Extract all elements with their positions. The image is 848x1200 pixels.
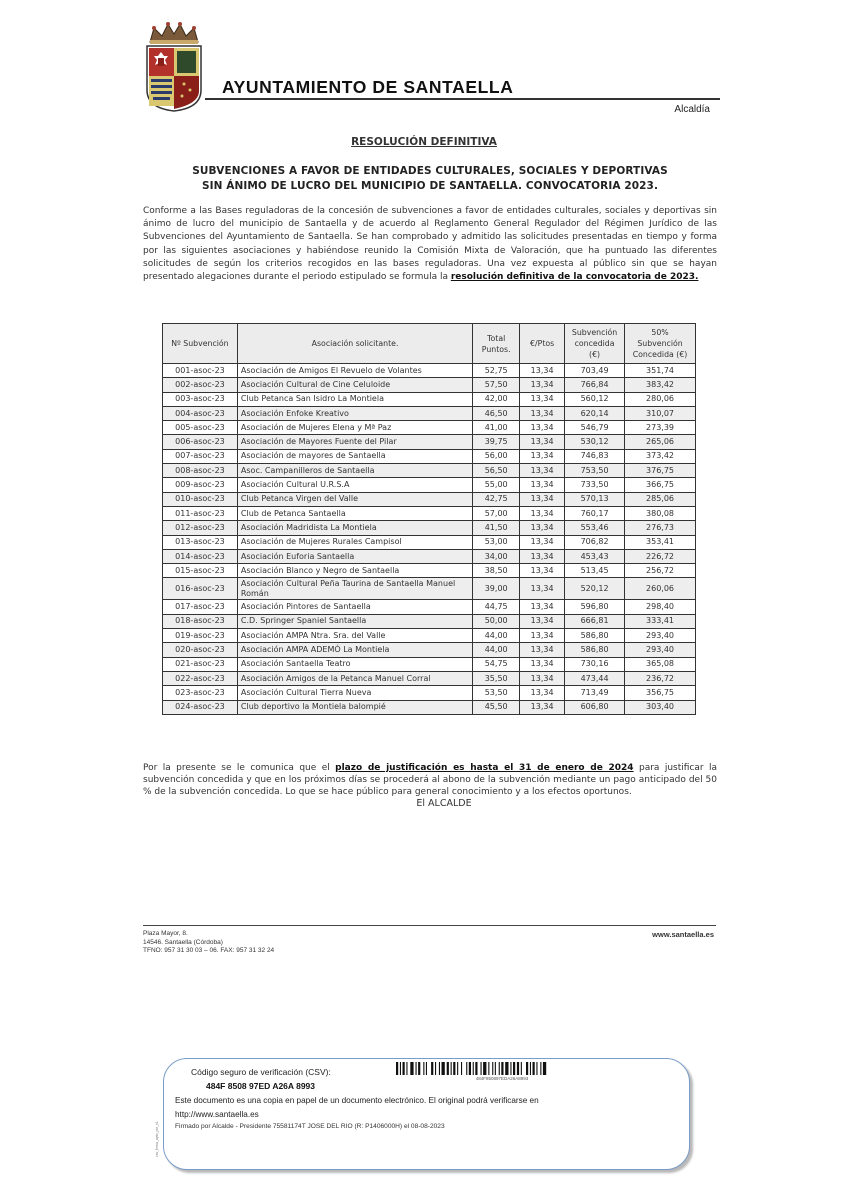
euro-per-point-cell: 13,34 [520, 535, 565, 549]
granted-amount-cell: 706,82 [565, 535, 625, 549]
granted-amount-cell: 513,45 [565, 564, 625, 578]
table-row [163, 600, 696, 614]
table-row [163, 578, 696, 600]
total-points-cell: 41,50 [473, 521, 520, 535]
grant-number-cell: 023-asoc-23 [163, 686, 238, 700]
signer-title: El ALCALDE [416, 798, 472, 809]
granted-amount-cell: 766,84 [565, 378, 625, 392]
total-points-cell: 34,00 [473, 549, 520, 563]
euro-per-point-cell: 13,34 [520, 521, 565, 535]
half-granted-cell: 373,42 [625, 449, 696, 463]
grant-number-cell: 024-asoc-23 [163, 700, 238, 714]
grant-number-cell: 010-asoc-23 [163, 492, 238, 506]
half-granted-cell: 303,40 [625, 700, 696, 714]
half-granted-cell: 356,75 [625, 686, 696, 700]
coat-of-arms-logo [144, 20, 202, 112]
granted-amount-cell: 570,13 [565, 492, 625, 506]
intro-emphasis: resolución definitiva de la convocatoria de 2023. [450, 272, 699, 283]
half-granted-cell: 380,08 [625, 506, 696, 520]
total-points-cell: 57,50 [473, 378, 520, 392]
table-row [163, 564, 696, 578]
verification-note [175, 1094, 539, 1121]
euro-per-point-cell: 13,34 [520, 600, 565, 614]
grant-number-cell: 015-asoc-23 [163, 564, 238, 578]
half-granted-cell: 285,06 [625, 492, 696, 506]
association-name-cell: Club de Petanca Santaella [237, 506, 472, 520]
total-points-cell: 55,00 [473, 478, 520, 492]
half-granted-cell: 376,75 [625, 464, 696, 478]
association-name-cell: Club deportivo la Montiela balompié [237, 700, 472, 714]
table-row [163, 378, 696, 392]
grant-number-cell: 001-asoc-23 [163, 364, 238, 378]
half-granted-cell: 298,40 [625, 600, 696, 614]
granted-amount-cell: 620,14 [565, 406, 625, 420]
total-points-cell: 41,00 [473, 421, 520, 435]
grant-number-cell: 013-asoc-23 [163, 535, 238, 549]
closing-deadline: plazo de justificación es hasta el 31 de enero de 2024 [335, 763, 634, 773]
grant-number-cell: 018-asoc-23 [163, 614, 238, 628]
association-name-cell: Asociación Cultural Peña Taurina de Santaella Manuel Román [237, 578, 472, 600]
grant-number-cell: 014-asoc-23 [163, 549, 238, 563]
grant-number-cell: 016-asoc-23 [163, 578, 238, 600]
grant-number-cell: 017-asoc-23 [163, 600, 238, 614]
euro-per-point-cell: 13,34 [520, 364, 565, 378]
table-row [163, 657, 696, 671]
table-row [163, 629, 696, 643]
table-row [163, 643, 696, 657]
granted-amount-cell: 733,50 [565, 478, 625, 492]
grant-number-cell: 007-asoc-23 [163, 449, 238, 463]
association-name-cell: Asociación AMPA ADEMÓ La Montiela [237, 643, 472, 657]
half-granted-cell: 365,08 [625, 657, 696, 671]
granted-amount-cell: 596,80 [565, 600, 625, 614]
association-name-cell: Asociación Blanco y Negro de Santaella [237, 564, 472, 578]
footer-website-link[interactable]: www.santaella.es [652, 930, 714, 939]
association-name-cell: Asociación Euforia Santaella [237, 549, 472, 563]
half-granted-cell: 265,06 [625, 435, 696, 449]
euro-per-point-cell: 13,34 [520, 564, 565, 578]
half-granted-cell: 383,42 [625, 378, 696, 392]
table-row [163, 492, 696, 506]
signature-info: Firmado por Alcalde - Presidente 75581174T JOSE DEL RIO (R: P1406000H) el 08-08-2023 [175, 1123, 445, 1130]
table-row [163, 686, 696, 700]
half-granted-cell: 260,06 [625, 578, 696, 600]
granted-amount-cell: 730,16 [565, 657, 625, 671]
intro-text: Conforme a las Bases reguladoras de la concesión de subvenciones a favor de entidades culturales, sociales y deportivas sin ánimo de lucro del municipio de Santaella y de acuerdo al Reglamento General Regulador del Régimen Jurídico de las Subvenciones del Ayuntamiento de Santaella. Se han comprobado y admitido las solicitudes presentadas en tiempo y forma por las siguientes asociaciones y habiéndose reunido la Comisión Mixta de Valoración, que ha puntuado las diferentes solicitudes de según los criterios recogidos en las bases reguladoras. Una vez expuesta al público sin que se hayan presentado alegaciones durante el periodo estipulado se formula la [143, 206, 717, 283]
association-name-cell: Asociación de Mujeres Rurales Campisol [237, 535, 472, 549]
half-granted-cell: 333,41 [625, 614, 696, 628]
half-granted-cell: 273,39 [625, 421, 696, 435]
document-title: RESOLUCIÓN DEFINITIVA [351, 136, 497, 148]
granted-amount-cell: 760,17 [565, 506, 625, 520]
euro-per-point-cell: 13,34 [520, 549, 565, 563]
total-points-cell: 52,75 [473, 364, 520, 378]
grant-number-cell: 019-asoc-23 [163, 629, 238, 643]
total-points-cell: 39,75 [473, 435, 520, 449]
total-points-cell: 56,00 [473, 449, 520, 463]
grant-number-cell: 005-asoc-23 [163, 421, 238, 435]
euro-per-point-cell: 13,34 [520, 506, 565, 520]
association-name-cell: Asociación Cultural U.R.S.A [237, 478, 472, 492]
euro-per-point-cell: 13,34 [520, 671, 565, 685]
granted-amount-cell: 606,80 [565, 700, 625, 714]
total-points-cell: 45,50 [473, 700, 520, 714]
header-half-granted: 50% Subvención Concedida (€) [625, 324, 696, 364]
association-name-cell: Asociación Amigos de la Petanca Manuel Corral [237, 671, 472, 685]
total-points-cell: 39,00 [473, 578, 520, 600]
association-name-cell: Asociación Cultural de Cine Celuloide [237, 378, 472, 392]
grant-number-cell: 002-asoc-23 [163, 378, 238, 392]
total-points-cell: 54,75 [473, 657, 520, 671]
total-points-cell: 56,50 [473, 464, 520, 478]
closing-text-before: Por la presente se le comunica que el [143, 763, 336, 773]
association-name-cell: Asoc. Campanilleros de Santaella [237, 464, 472, 478]
association-name-cell: Asociación Cultural Tierra Nueva [237, 686, 472, 700]
half-granted-cell: 226,72 [625, 549, 696, 563]
euro-per-point-cell: 13,34 [520, 435, 565, 449]
euro-per-point-cell: 13,34 [520, 700, 565, 714]
csv-code: 484F 8508 97ED A26A 8993 [206, 1081, 316, 1091]
grant-number-cell: 021-asoc-23 [163, 657, 238, 671]
half-granted-cell: 293,40 [625, 643, 696, 657]
total-points-cell: 35,50 [473, 671, 520, 685]
barcode-text: 484F850897EDA26A8993 [475, 1076, 529, 1081]
verification-note-line: Este documento es una copia en papel de un documento electrónico. El original podrá verificarse en [175, 1096, 539, 1105]
subtitle-line-2: SIN ÁNIMO DE LUCRO DEL MUNICIPIO DE SANTAELLA. CONVOCATORIA 2023. [201, 180, 659, 192]
total-points-cell: 46,50 [473, 406, 520, 420]
grant-number-cell: 006-asoc-23 [163, 435, 238, 449]
granted-amount-cell: 530,12 [565, 435, 625, 449]
table-row [163, 521, 696, 535]
euro-per-point-cell: 13,34 [520, 578, 565, 600]
table-row [163, 464, 696, 478]
half-granted-cell: 353,41 [625, 535, 696, 549]
table-row [163, 364, 696, 378]
granted-amount-cell: 553,46 [565, 521, 625, 535]
euro-per-point-cell: 13,34 [520, 421, 565, 435]
table-row [163, 392, 696, 406]
euro-per-point-cell: 13,34 [520, 492, 565, 506]
total-points-cell: 53,00 [473, 535, 520, 549]
verification-url-link[interactable]: http://www.santaella.es [175, 1109, 259, 1119]
closing-text-after: para justificar la subvención concedida y que en los próximos días se procederá al abono de la subvención mediante un pago anticipado del 50 % de la subvención concedida. Lo que se hace público para general conocimiento y a los efectos oportunos. [143, 763, 718, 797]
half-granted-cell: 276,73 [625, 521, 696, 535]
association-name-cell: Asociación Pintores de Santaella [237, 600, 472, 614]
half-granted-cell: 293,40 [625, 629, 696, 643]
granted-amount-cell: 546,79 [565, 421, 625, 435]
table-row [163, 535, 696, 549]
table-row [163, 671, 696, 685]
granted-amount-cell: 586,80 [565, 629, 625, 643]
half-granted-cell: 280,06 [625, 392, 696, 406]
csv-label: Código seguro de verificación (CSV): [191, 1067, 331, 1077]
table-row [163, 614, 696, 628]
grant-number-cell: 012-asoc-23 [163, 521, 238, 535]
granted-amount-cell: 586,80 [565, 643, 625, 657]
euro-per-point-cell: 13,34 [520, 686, 565, 700]
euro-per-point-cell: 13,34 [520, 392, 565, 406]
granted-amount-cell: 666,81 [565, 614, 625, 628]
half-granted-cell: 351,74 [625, 364, 696, 378]
department-label: Alcaldía [674, 104, 710, 115]
association-name-cell: Club Petanca Virgen del Valle [237, 492, 472, 506]
table-row [163, 478, 696, 492]
granted-amount-cell: 473,44 [565, 671, 625, 685]
association-name-cell: Asociación AMPA Ntra. Sra. del Valle [237, 629, 472, 643]
address-street: Plaza Mayor, 8. [143, 930, 188, 937]
grants-table [162, 323, 696, 715]
half-granted-cell: 236,72 [625, 671, 696, 685]
table-row [163, 421, 696, 435]
header-association: Asociación solicitante. [237, 324, 472, 364]
euro-per-point-cell: 13,34 [520, 643, 565, 657]
header-granted-amount: Subvención concedida (€) [565, 324, 625, 364]
grant-number-cell: 011-asoc-23 [163, 506, 238, 520]
grant-number-cell: 020-asoc-23 [163, 643, 238, 657]
euro-per-point-cell: 13,34 [520, 657, 565, 671]
granted-amount-cell: 703,49 [565, 364, 625, 378]
euro-per-point-cell: 13,34 [520, 449, 565, 463]
association-name-cell: Club Petanca San Isidro La Montiela [237, 392, 472, 406]
document-subtitle [150, 164, 710, 194]
total-points-cell: 42,75 [473, 492, 520, 506]
footer-address [143, 930, 274, 956]
grant-number-cell: 009-asoc-23 [163, 478, 238, 492]
barcode-icon [396, 1060, 608, 1073]
euro-per-point-cell: 13,34 [520, 478, 565, 492]
euro-per-point-cell: 13,34 [520, 464, 565, 478]
half-granted-cell: 310,07 [625, 406, 696, 420]
grant-number-cell: 022-asoc-23 [163, 671, 238, 685]
total-points-cell: 50,00 [473, 614, 520, 628]
total-points-cell: 38,50 [473, 564, 520, 578]
association-name-cell: Asociación Madridista La Montiela [237, 521, 472, 535]
euro-per-point-cell: 13,34 [520, 629, 565, 643]
total-points-cell: 57,00 [473, 506, 520, 520]
euro-per-point-cell: 13,34 [520, 378, 565, 392]
header-total-points: Total Puntos. [473, 324, 520, 364]
granted-amount-cell: 520,12 [565, 578, 625, 600]
total-points-cell: 44,75 [473, 600, 520, 614]
association-name-cell: Asociación Enfoke Kreativo [237, 406, 472, 420]
table-row [163, 549, 696, 563]
grant-number-cell: 008-asoc-23 [163, 464, 238, 478]
half-granted-cell: 256,72 [625, 564, 696, 578]
subtitle-line-1: SUBVENCIONES A FAVOR DE ENTIDADES CULTURALES, SOCIALES Y DEPORTIVAS [192, 165, 668, 177]
header-euro-per-point: €/Ptos [520, 324, 565, 364]
half-granted-cell: 366,75 [625, 478, 696, 492]
intro-paragraph [143, 205, 717, 284]
address-phone: TFNO: 957 31 30 03 – 06. FAX: 957 31 32 24 [143, 947, 275, 954]
table-row [163, 449, 696, 463]
table-row [163, 700, 696, 714]
total-points-cell: 44,00 [473, 629, 520, 643]
euro-per-point-cell: 13,34 [520, 614, 565, 628]
address-city: 14546. Santaella (Córdoba) [143, 938, 223, 946]
granted-amount-cell: 560,12 [565, 392, 625, 406]
association-name-cell: Asociación de Mujeres Elena y Mª Paz [237, 421, 472, 435]
association-name-cell: Asociación de Mayores Fuente del Pilar [237, 435, 472, 449]
granted-amount-cell: 453,43 [565, 549, 625, 563]
header-divider [205, 98, 720, 100]
total-points-cell: 53,50 [473, 686, 520, 700]
total-points-cell: 44,00 [473, 643, 520, 657]
table-row [163, 406, 696, 420]
header-grant-number: Nº Subvención [163, 324, 238, 364]
association-name-cell: C.D. Springer Spaniel Santaella [237, 614, 472, 628]
municipality-title: AYUNTAMIENTO DE SANTAELLA [222, 77, 514, 97]
table-row [163, 506, 696, 520]
association-name-cell: Asociación de mayores de Santaella [237, 449, 472, 463]
grant-number-cell: 003-asoc-23 [163, 392, 238, 406]
verification-box [163, 1058, 690, 1170]
association-name-cell: Asociación Santaella Teatro [237, 657, 472, 671]
association-name-cell: Asociación de Amigos El Revuelo de Volantes [237, 364, 472, 378]
euro-per-point-cell: 13,34 [520, 406, 565, 420]
granted-amount-cell: 753,50 [565, 464, 625, 478]
granted-amount-cell: 746,83 [565, 449, 625, 463]
granted-amount-cell: 713,49 [565, 686, 625, 700]
total-points-cell: 42,00 [473, 392, 520, 406]
table-header-row [163, 324, 696, 364]
footer-divider [143, 925, 716, 926]
table-row [163, 435, 696, 449]
side-reference-code: csv_firma_ayto_pie_v1 [155, 1121, 159, 1157]
grant-number-cell: 004-asoc-23 [163, 406, 238, 420]
closing-paragraph [143, 762, 717, 798]
